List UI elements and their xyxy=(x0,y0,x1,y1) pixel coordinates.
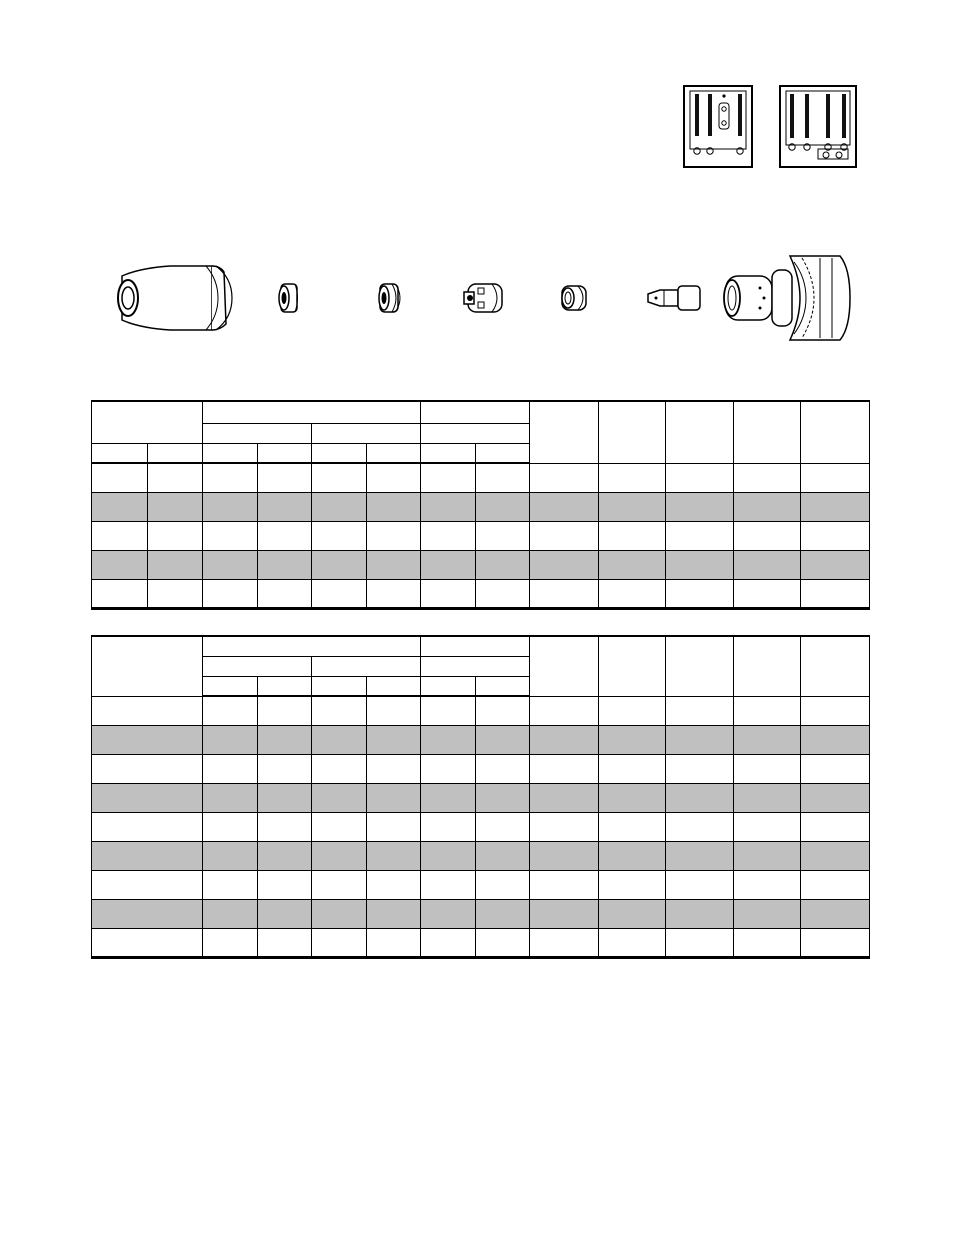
table-cell xyxy=(367,899,421,928)
table-cell xyxy=(148,492,203,521)
table-cell xyxy=(666,870,734,899)
table-row xyxy=(92,841,870,870)
table-cell xyxy=(599,928,666,957)
consumables-table-1 xyxy=(91,400,870,610)
table-cell xyxy=(801,783,870,812)
table-row xyxy=(92,725,870,754)
table-cell xyxy=(312,841,367,870)
table-cell xyxy=(476,783,530,812)
table-cell xyxy=(734,725,801,754)
table-cell xyxy=(258,550,312,579)
table-cell xyxy=(312,521,367,550)
table-cell xyxy=(530,579,599,608)
table-cell xyxy=(421,579,476,608)
table-cell xyxy=(599,754,666,783)
table-cell xyxy=(421,754,476,783)
table-cell xyxy=(92,579,148,608)
table-cell xyxy=(203,899,258,928)
table-cell xyxy=(258,463,312,492)
table-row xyxy=(92,783,870,812)
torch-body-icon xyxy=(724,256,850,340)
table-cell xyxy=(734,521,801,550)
table-cell xyxy=(203,841,258,870)
table-cell xyxy=(530,812,599,841)
table-cell xyxy=(801,696,870,725)
table-cell xyxy=(203,812,258,841)
table-cell xyxy=(666,754,734,783)
table-row xyxy=(92,870,870,899)
table-cell xyxy=(203,550,258,579)
table-cell xyxy=(476,841,530,870)
table-cell xyxy=(421,841,476,870)
table-cell xyxy=(258,899,312,928)
table-cell xyxy=(367,928,421,957)
table-cell xyxy=(421,812,476,841)
table-cell xyxy=(666,812,734,841)
table-cell xyxy=(599,783,666,812)
dip-switch-settings-a-icon xyxy=(683,85,753,168)
table-cell xyxy=(203,579,258,608)
table-cell xyxy=(312,696,367,725)
table-cell xyxy=(666,841,734,870)
table-cell xyxy=(148,550,203,579)
shield-icon xyxy=(118,266,232,330)
table-cell xyxy=(367,783,421,812)
table-cell xyxy=(599,463,666,492)
table-cell xyxy=(203,725,258,754)
table-cell xyxy=(666,783,734,812)
table-cell xyxy=(599,521,666,550)
table-cell xyxy=(734,463,801,492)
table-cell xyxy=(258,492,312,521)
table-cell xyxy=(530,725,599,754)
table-cell xyxy=(367,812,421,841)
table-cell xyxy=(312,463,367,492)
table-cell xyxy=(312,812,367,841)
table-cell xyxy=(530,492,599,521)
table-cell xyxy=(203,696,258,725)
table-cell xyxy=(666,492,734,521)
table-cell xyxy=(530,783,599,812)
table-cell xyxy=(258,841,312,870)
table-cell xyxy=(312,550,367,579)
table-cell xyxy=(476,725,530,754)
table-cell xyxy=(92,870,203,899)
table-cell xyxy=(312,870,367,899)
table-cell xyxy=(530,754,599,783)
table-cell xyxy=(148,521,203,550)
table-cell xyxy=(367,870,421,899)
table-cell xyxy=(421,899,476,928)
table-cell xyxy=(734,812,801,841)
table-cell xyxy=(258,870,312,899)
table-row xyxy=(92,550,870,579)
consumables-table-2 xyxy=(91,635,870,959)
table-cell xyxy=(476,521,530,550)
table-cell xyxy=(734,696,801,725)
table-cell xyxy=(203,870,258,899)
table-cell xyxy=(530,928,599,957)
table-header-row xyxy=(92,636,870,656)
table-cell xyxy=(666,579,734,608)
table-cell xyxy=(801,550,870,579)
table-cell xyxy=(801,812,870,841)
table-cell xyxy=(599,696,666,725)
table-cell xyxy=(92,696,203,725)
table-row xyxy=(92,754,870,783)
table-cell xyxy=(599,870,666,899)
table-cell xyxy=(599,725,666,754)
table-cell xyxy=(801,928,870,957)
swirl-ring-icon xyxy=(464,284,502,312)
table-cell xyxy=(367,550,421,579)
table-cell xyxy=(312,725,367,754)
table-cell xyxy=(599,550,666,579)
table-cell xyxy=(312,899,367,928)
table-cell xyxy=(734,754,801,783)
table-cell xyxy=(203,783,258,812)
table-cell xyxy=(421,696,476,725)
consumables-figure xyxy=(100,248,870,348)
table-cell xyxy=(312,783,367,812)
table-row xyxy=(92,579,870,608)
table-cell xyxy=(367,725,421,754)
table-cell xyxy=(92,492,148,521)
table-cell xyxy=(801,492,870,521)
table-cell xyxy=(476,492,530,521)
table-cell xyxy=(258,783,312,812)
table-cell xyxy=(92,521,148,550)
table-cell xyxy=(258,812,312,841)
table-row xyxy=(92,463,870,492)
table-cell xyxy=(666,463,734,492)
table-row xyxy=(92,928,870,957)
table-cell xyxy=(367,696,421,725)
table-cell xyxy=(734,492,801,521)
table-cell xyxy=(530,550,599,579)
table-cell xyxy=(476,754,530,783)
retaining-cap-icon xyxy=(279,284,298,312)
table-cell xyxy=(734,841,801,870)
table-cell xyxy=(148,579,203,608)
table-cell xyxy=(476,812,530,841)
table-row xyxy=(92,812,870,841)
table-cell xyxy=(666,928,734,957)
table-cell xyxy=(421,928,476,957)
table-cell xyxy=(476,899,530,928)
table-cell xyxy=(367,579,421,608)
table-cell xyxy=(666,725,734,754)
table-cell xyxy=(599,841,666,870)
table-cell xyxy=(476,696,530,725)
table-cell xyxy=(801,754,870,783)
table-cell xyxy=(476,870,530,899)
nozzle-ring-icon xyxy=(379,284,400,312)
table-cell xyxy=(666,899,734,928)
table-cell xyxy=(734,550,801,579)
table-cell xyxy=(734,899,801,928)
table-cell xyxy=(367,463,421,492)
table-cell xyxy=(801,579,870,608)
table-cell xyxy=(801,463,870,492)
table-cell xyxy=(476,463,530,492)
table-cell xyxy=(666,550,734,579)
table-cell xyxy=(92,725,203,754)
table-cell xyxy=(599,899,666,928)
table-cell xyxy=(801,725,870,754)
table-row xyxy=(92,696,870,725)
table-cell xyxy=(421,550,476,579)
table-cell xyxy=(367,492,421,521)
dip-switch-settings-b-icon xyxy=(779,85,857,168)
table-cell xyxy=(203,928,258,957)
table-cell xyxy=(92,812,203,841)
table-cell xyxy=(801,841,870,870)
table-cell xyxy=(599,579,666,608)
table-cell xyxy=(312,754,367,783)
table-cell xyxy=(258,754,312,783)
table-cell xyxy=(92,783,203,812)
table-cell xyxy=(476,550,530,579)
table-cell xyxy=(599,492,666,521)
table-cell xyxy=(530,696,599,725)
table-cell xyxy=(367,841,421,870)
table-cell xyxy=(666,521,734,550)
table-cell xyxy=(312,579,367,608)
table-cell xyxy=(367,754,421,783)
table-cell xyxy=(421,492,476,521)
table-cell xyxy=(530,899,599,928)
table-cell xyxy=(801,899,870,928)
table-cell xyxy=(203,492,258,521)
nozzle-icon xyxy=(562,286,586,310)
table-cell xyxy=(258,928,312,957)
table-cell xyxy=(476,928,530,957)
table-cell xyxy=(258,696,312,725)
table-cell xyxy=(92,550,148,579)
table-cell xyxy=(530,870,599,899)
table-cell xyxy=(203,754,258,783)
table-row xyxy=(92,492,870,521)
table-cell xyxy=(421,870,476,899)
table-cell xyxy=(666,696,734,725)
table-cell xyxy=(92,754,203,783)
table-cell xyxy=(258,579,312,608)
table-cell xyxy=(734,928,801,957)
table-cell xyxy=(530,841,599,870)
table-cell xyxy=(312,928,367,957)
table-cell xyxy=(92,928,203,957)
table-cell xyxy=(203,521,258,550)
table-header-row xyxy=(92,401,870,423)
table-cell xyxy=(258,725,312,754)
table-row xyxy=(92,899,870,928)
table-cell xyxy=(599,812,666,841)
table-cell xyxy=(92,841,203,870)
table-cell xyxy=(367,521,421,550)
table-cell xyxy=(92,463,148,492)
table-cell xyxy=(530,521,599,550)
table-cell xyxy=(530,463,599,492)
table-cell xyxy=(421,463,476,492)
table-cell xyxy=(312,492,367,521)
table-cell xyxy=(258,521,312,550)
table-cell xyxy=(476,579,530,608)
electrode-icon xyxy=(648,286,700,310)
table-cell xyxy=(203,463,258,492)
table-cell xyxy=(148,463,203,492)
table-cell xyxy=(801,521,870,550)
table-cell xyxy=(421,725,476,754)
table-cell xyxy=(801,870,870,899)
table-cell xyxy=(734,783,801,812)
table-cell xyxy=(421,783,476,812)
table-cell xyxy=(734,870,801,899)
table-cell xyxy=(734,579,801,608)
table-row xyxy=(92,521,870,550)
table-cell xyxy=(92,899,203,928)
table-cell xyxy=(421,521,476,550)
